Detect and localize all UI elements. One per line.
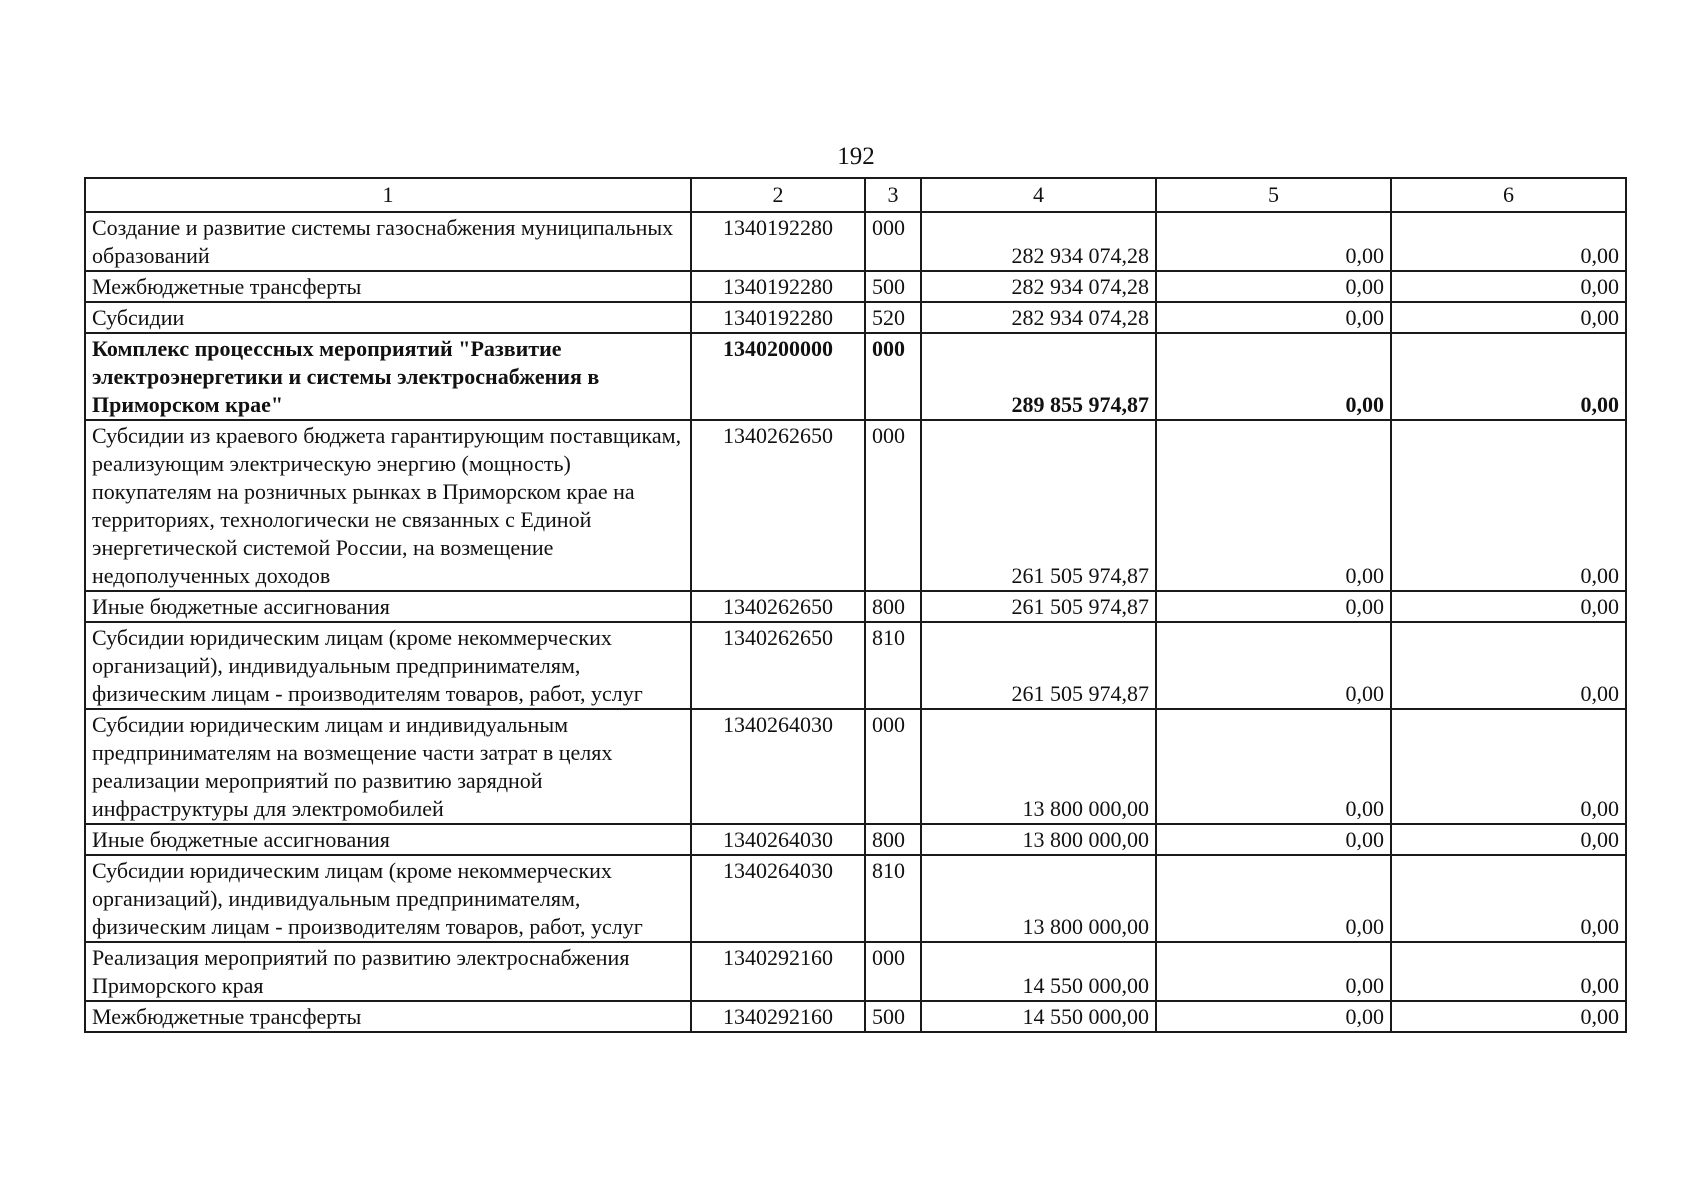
row-value-col5: 0,00: [1156, 302, 1391, 333]
row-value-col6: 0,00: [1391, 942, 1626, 1001]
row-name-cell: Субсидии из краевого бюджета гарантирующим поставщикам, реализующим электрическую энергию (мощность) покупателям на розничных рынках в Приморском крае на территориях, технологически не связанных с Единой энергетической системой России, на возмещение недополученных доходов: [85, 420, 691, 591]
row-type-cell: 500: [865, 1001, 921, 1032]
header-cell: 2: [691, 178, 865, 212]
row-name-cell: Субсидии: [85, 302, 691, 333]
row-value-col4: 14 550 000,00: [921, 942, 1156, 1001]
row-value-col5: 0,00: [1156, 855, 1391, 942]
row-value-col5: 0,00: [1156, 1001, 1391, 1032]
row-code-cell: 1340264030: [691, 824, 865, 855]
row-value-col4: 261 505 974,87: [921, 420, 1156, 591]
header-cell: 3: [865, 178, 921, 212]
row-type-cell: 000: [865, 420, 921, 591]
row-type-cell: 810: [865, 855, 921, 942]
row-type-cell: 810: [865, 622, 921, 709]
row-name-cell: Иные бюджетные ассигнования: [85, 824, 691, 855]
budget-table: [84, 177, 1627, 1033]
row-value-col6: 0,00: [1391, 824, 1626, 855]
row-type-cell: 000: [865, 709, 921, 824]
row-code-cell: 1340192280: [691, 271, 865, 302]
row-value-col6: 0,00: [1391, 271, 1626, 302]
row-value-col5: 0,00: [1156, 942, 1391, 1001]
row-code-cell: 1340264030: [691, 855, 865, 942]
row-value-col6: 0,00: [1391, 212, 1626, 271]
row-name-cell: Реализация мероприятий по развитию электроснабжения Приморского края: [85, 942, 691, 1001]
table-row: [85, 1001, 1626, 1032]
row-name-cell: Создание и развитие системы газоснабжения муниципальных образований: [85, 212, 691, 271]
row-value-col6: 0,00: [1391, 709, 1626, 824]
row-value-col4: 261 505 974,87: [921, 591, 1156, 622]
row-value-col4: 282 934 074,28: [921, 271, 1156, 302]
row-code-cell: 1340262650: [691, 622, 865, 709]
table-row: [85, 271, 1626, 302]
row-value-col6: 0,00: [1391, 302, 1626, 333]
table-row: [85, 591, 1626, 622]
table-body: [85, 212, 1626, 1032]
row-code-cell: 1340192280: [691, 212, 865, 271]
row-value-col6: 0,00: [1391, 622, 1626, 709]
table-row: [85, 942, 1626, 1001]
header-cell: 5: [1156, 178, 1391, 212]
row-value-col6: 0,00: [1391, 855, 1626, 942]
row-code-cell: 1340292160: [691, 942, 865, 1001]
row-value-col4: 261 505 974,87: [921, 622, 1156, 709]
row-value-col4: 13 800 000,00: [921, 824, 1156, 855]
table-row: [85, 622, 1626, 709]
row-name-cell: Межбюджетные трансферты: [85, 271, 691, 302]
row-value-col6: 0,00: [1391, 333, 1626, 420]
header-row: [85, 178, 1626, 212]
row-type-cell: 800: [865, 824, 921, 855]
row-value-col4: 14 550 000,00: [921, 1001, 1156, 1032]
row-type-cell: 800: [865, 591, 921, 622]
table-row: [85, 709, 1626, 824]
row-code-cell: 1340262650: [691, 420, 865, 591]
row-value-col5: 0,00: [1156, 333, 1391, 420]
row-value-col4: 282 934 074,28: [921, 302, 1156, 333]
row-type-cell: 000: [865, 942, 921, 1001]
row-code-cell: 1340292160: [691, 1001, 865, 1032]
row-code-cell: 1340264030: [691, 709, 865, 824]
table-row: [85, 855, 1626, 942]
row-value-col4: 282 934 074,28: [921, 212, 1156, 271]
row-code-cell: 1340200000: [691, 333, 865, 420]
row-value-col5: 0,00: [1156, 212, 1391, 271]
row-value-col5: 0,00: [1156, 420, 1391, 591]
row-value-col4: 13 800 000,00: [921, 709, 1156, 824]
row-type-cell: 500: [865, 271, 921, 302]
row-name-cell: Межбюджетные трансферты: [85, 1001, 691, 1032]
row-name-cell: Иные бюджетные ассигнования: [85, 591, 691, 622]
row-code-cell: 1340192280: [691, 302, 865, 333]
row-name-cell: Субсидии юридическим лицам (кроме некоммерческих организаций), индивидуальным предпринимателям, физическим лицам - производителям товаров, работ, услуг: [85, 622, 691, 709]
row-code-cell: 1340262650: [691, 591, 865, 622]
row-value-col5: 0,00: [1156, 622, 1391, 709]
row-value-col5: 0,00: [1156, 271, 1391, 302]
row-type-cell: 000: [865, 333, 921, 420]
row-type-cell: 520: [865, 302, 921, 333]
row-name-cell: Субсидии юридическим лицам и индивидуальным предпринимателям на возмещение части затрат в целях реализации мероприятий по развитию зарядной инфраструктуры для электромобилей: [85, 709, 691, 824]
page-number: 192: [837, 143, 875, 170]
row-value-col4: 13 800 000,00: [921, 855, 1156, 942]
row-value-col6: 0,00: [1391, 1001, 1626, 1032]
header-cell: 4: [921, 178, 1156, 212]
row-value-col6: 0,00: [1391, 591, 1626, 622]
row-value-col4: 289 855 974,87: [921, 333, 1156, 420]
table-row: [85, 333, 1626, 420]
row-value-col5: 0,00: [1156, 591, 1391, 622]
table-row: [85, 212, 1626, 271]
row-name-cell: Субсидии юридическим лицам (кроме некоммерческих организаций), индивидуальным предпринимателям, физическим лицам - производителям товаров, работ, услуг: [85, 855, 691, 942]
table-row: [85, 420, 1626, 591]
header-cell: 6: [1391, 178, 1626, 212]
row-value-col6: 0,00: [1391, 420, 1626, 591]
table-row: [85, 824, 1626, 855]
header-cell: 1: [85, 178, 691, 212]
row-name-cell: Комплекс процессных мероприятий "Развитие электроэнергетики и системы электроснабжения в Приморском крае": [85, 333, 691, 420]
table-row: [85, 302, 1626, 333]
row-value-col5: 0,00: [1156, 709, 1391, 824]
row-type-cell: 000: [865, 212, 921, 271]
row-value-col5: 0,00: [1156, 824, 1391, 855]
